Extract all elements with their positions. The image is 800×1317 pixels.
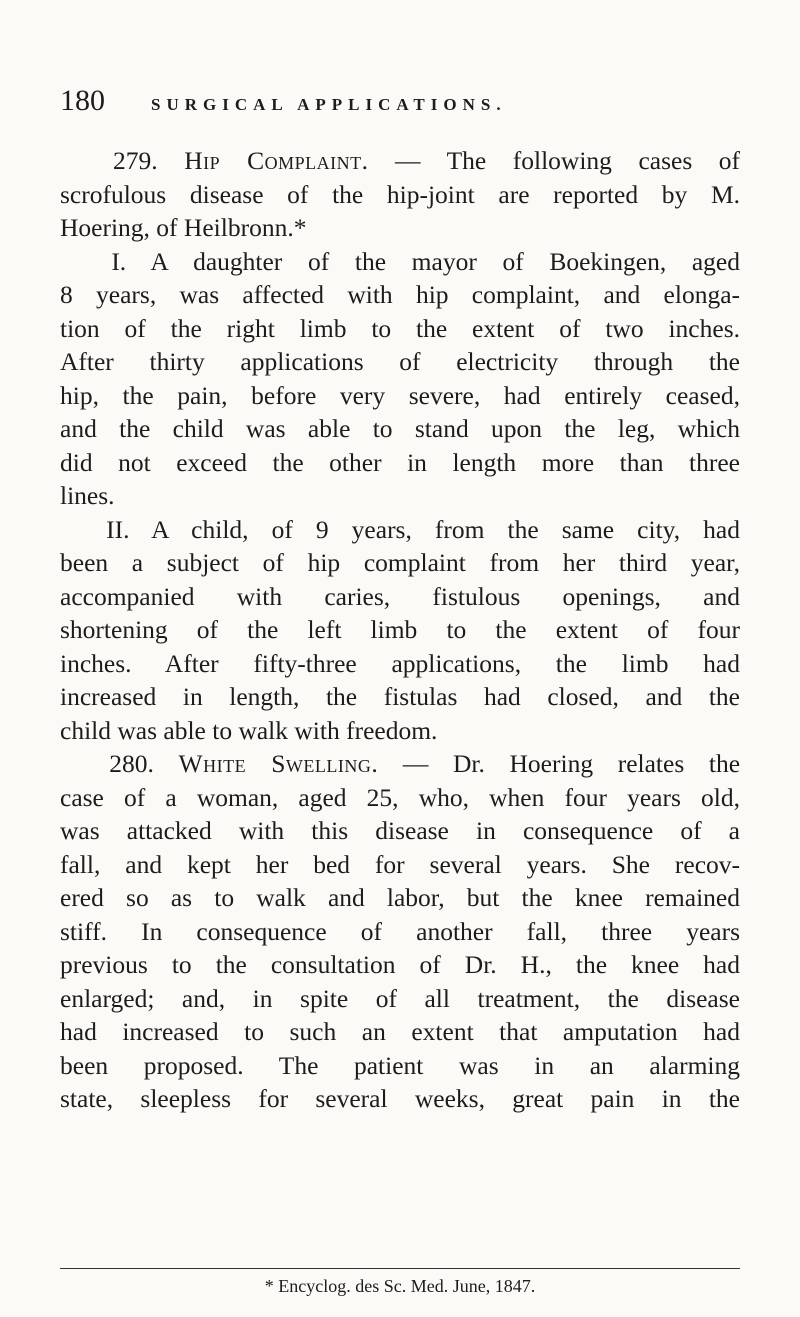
text-line: accompanied with caries, fistulous openings, and [60, 581, 740, 611]
section-number: 280. [109, 749, 154, 778]
text-line: I. A daughter of the mayor of Boekingen, aged [111, 246, 741, 276]
text-line: inches. After fifty-three applications, the limb had [60, 648, 740, 678]
running-head: SURGICAL APPLICATIONS. [151, 95, 507, 114]
page-number: 180 [60, 84, 105, 117]
section-heading: White Swelling. [178, 749, 379, 778]
body-text [60, 144, 740, 1116]
text-line: Hoering, of Heilbronn.* [60, 213, 307, 242]
text-line: lines. [60, 481, 115, 510]
text-line: had increased to such an extent that amputation had [60, 1017, 740, 1046]
text-line: increased in length, the fistulas had closed, and the [60, 682, 740, 711]
paragraph-279-line: 279. Hip Complaint. — The following cases of [113, 146, 741, 175]
text-line: hip, the pain, before very severe, had entirely ceased, [60, 380, 740, 410]
section-heading: Hip Complaint. [184, 146, 369, 175]
text-line: ered so as to walk and labor, but the knee remained [60, 883, 740, 912]
text-line: fall, and kept her bed for several years. She recov- [60, 849, 740, 879]
text-line: stiff. In consequence of another fall, three years [60, 916, 740, 946]
page-header [60, 84, 740, 124]
text-line: and the child was able to stand upon the leg, which [60, 414, 740, 443]
text-line: been proposed. The patient was in an alarming [60, 1050, 740, 1080]
text-line: previous to the consultation of Dr. H., the knee had [60, 950, 740, 979]
text-line: did not exceed the other in length more than three [60, 447, 740, 477]
text-line: enlarged; and, in spite of all treatment, the disease [60, 983, 740, 1013]
text-line: was attacked with this disease in consequence of a [60, 816, 740, 845]
footnote-rule [60, 1268, 740, 1269]
text-line: scrofulous disease of the hip-joint are reported by M. [60, 179, 740, 209]
text-line: shortening of the left limb to the extent of four [60, 615, 740, 644]
text-line: case of a woman, aged 25, who, when four years old, [60, 782, 740, 812]
section-number: 279. [113, 146, 158, 175]
text-line: After thirty applications of electricity through the [60, 347, 740, 376]
text-line: II. A child, of 9 years, from the same city, had [106, 514, 740, 544]
paragraph-280-line: 280. White Swelling. — Dr. Hoering relates the [109, 749, 741, 778]
text-line: 8 years, was affected with hip complaint, and elonga- [60, 280, 740, 309]
footnote: * Encyclog. des Sc. Med. June, 1847. [264, 1276, 536, 1296]
text-line: tion of the right limb to the extent of two inches. [60, 313, 740, 343]
text-line: state, sleepless for several weeks, great pain in the [60, 1084, 740, 1113]
text-line: been a subject of hip complaint from her third year, [60, 548, 740, 577]
text-line: child was able to walk with freedom. [60, 715, 438, 745]
